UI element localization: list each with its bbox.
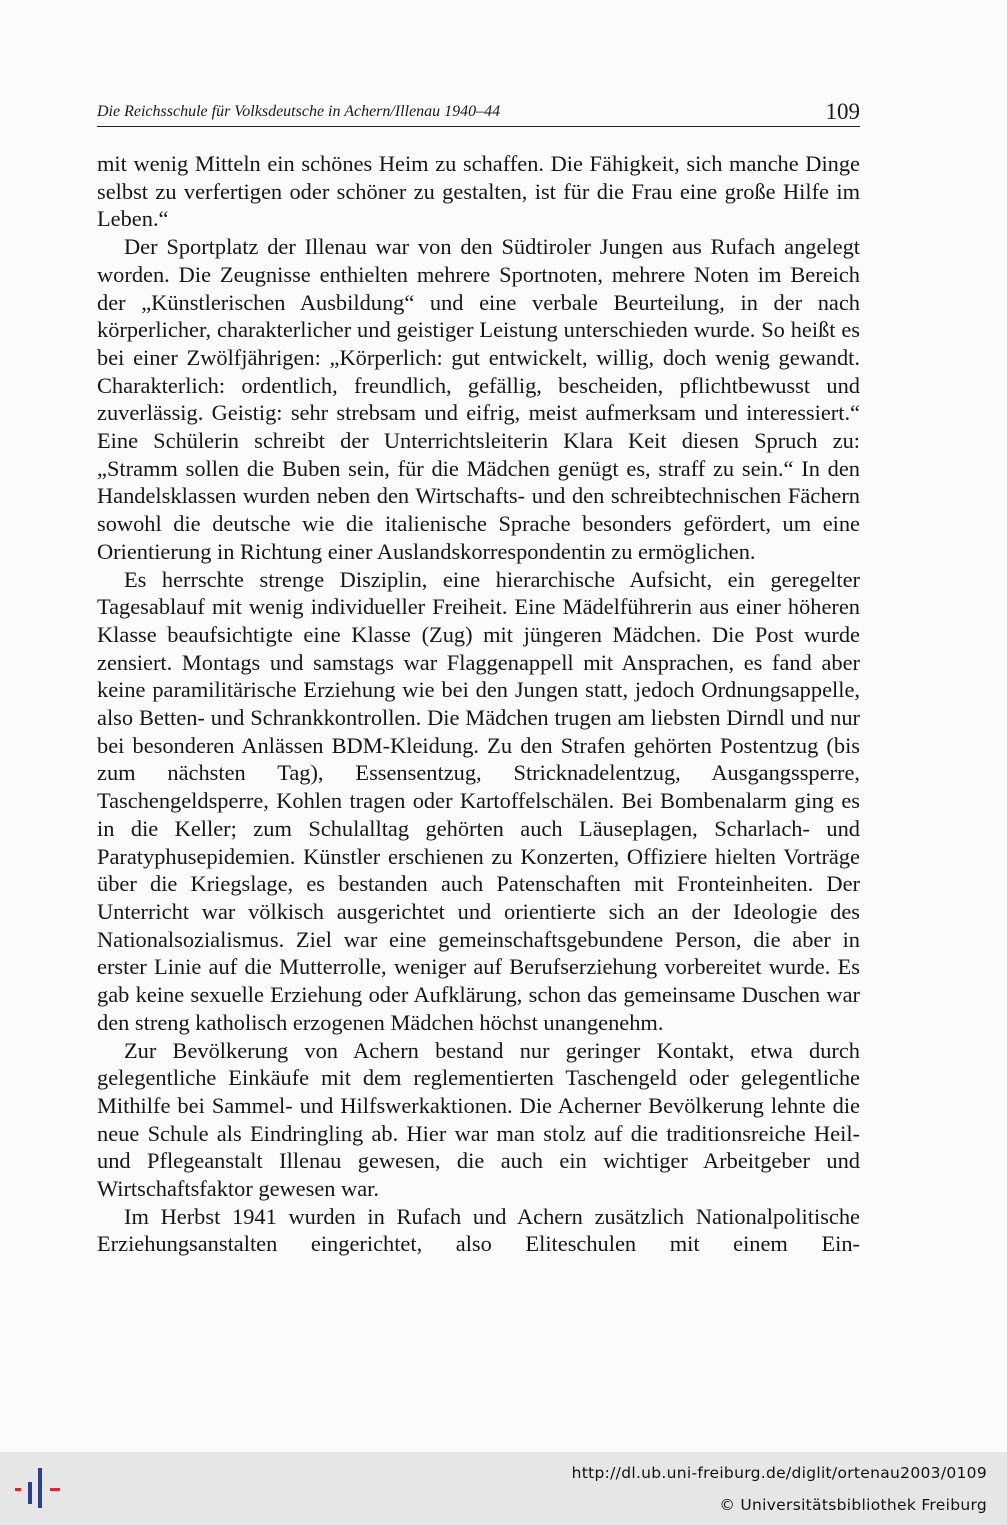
page-header <box>97 94 860 127</box>
ub-freiburg-logo-icon[interactable] <box>14 1466 64 1510</box>
page-number: 109 <box>825 99 860 124</box>
paragraph: Im Herbst 1941 wurden in Rufach und Achern zusätzlich Nationalpolitische Erziehungsanstalten eingerichtet, also Eliteschulen mit einem Ein- <box>97 1203 860 1257</box>
footer-copyright: © Universitätsbibliothek Freiburg <box>719 1496 987 1514</box>
footer-bar <box>0 1452 1007 1525</box>
footer-url-link[interactable]: http://dl.ub.uni-freiburg.de/diglit/ortenau2003/0109 <box>571 1464 987 1482</box>
paragraph: Der Sportplatz der Illenau war von den Südtiroler Jungen aus Rufach angelegt worden. Die Zeugnisse enthielten mehrere Sportnoten, mehrere Noten im Bereich der „Künstlerischen Ausbildung“ und eine verbale Beurteilung, in der nach körperlicher, charakterlicher und geistiger Leistung unterschieden wurde. So heißt es bei einer Zwölfjährigen: „Körperlich: gut entwickelt, willig, doch wenig gewandt. Charakterlich: ordentlich, freundlich, gefällig, bescheiden, pflichtbewusst und zuverlässig. Geistig: sehr strebsam und eifrig, meist aufmerksam und interessiert.“ Eine Schülerin schreibt der Unterrichtsleiterin Klara Keit diesen Spruch zu: „Stramm sollen die Buben sein, für die Mädchen genügt es, straff zu sein.“ In den Handelsklassen wurden neben den Wirtschafts- und den schreibtechnischen Fächern sowohl die deutsche wie die italienische Sprache besonders gefördert, um eine Orientierung in Richtung einer Auslandskorrespondentin zu ermöglichen. <box>97 234 860 564</box>
logo-bar-left <box>15 1488 21 1491</box>
paragraph: Es herrschte strenge Disziplin, eine hierarchische Aufsicht, ein geregelter Tagesablauf mit wenig individueller Freiheit. Eine Mädelführerin aus einer höheren Klasse beaufsichtigte eine Klasse (Zug) mit jüngeren Mädchen. Die Post wurde zensiert. Montags und samstags war Flaggenappell mit Ansprachen, es fand aber keine paramilitärische Erziehung wie bei den Jungen statt, jedoch Ordnungsappelle, also Betten- und Schrankkontrollen. Die Mädchen trugen am liebsten Dirndl und nur bei besonderen Anlässen BDM-Kleidung. Zu den Strafen gehörten Postentzug (bis zum nächsten Tag), Essensentzug, Stricknadelentzug, Ausgangssperre, Taschengeldsperre, Kohlen tragen oder Kartoffelschälen. Bei Bombenalarm ging es in die Keller; zum Schulalltag gehörten auch Läuseplagen, Scharlach- und Paratyphusepidemien. Künstler erschienen zu Konzerten, Offiziere hielten Vorträge über die Kriegslage, es bestanden auch Patenschaften mit Fronteinheiten. Der Unterricht war völkisch ausgerichtet und orientierte sich an der Ideologie des Nationalsozialismus. Ziel war eine gemeinschaftsgebundene Person, die aber in erster Linie auf die Mutterrolle, weniger auf Berufserziehung vorbereitet wurde. Es gab keine sexuelle Erziehung oder Aufklärung, schon das gemeinsame Duschen war den streng katholisch erzogenen Mädchen höchst unangenehm. <box>97 566 860 1035</box>
logo-bar-upper <box>28 1482 32 1504</box>
body-text <box>97 150 860 1258</box>
paragraph: mit wenig Mitteln ein schönes Heim zu schaffen. Die Fähigkeit, sich manche Dinge selbst zu verfertigen oder schöner zu gestalten, ist für die Frau eine große Hilfe im Leben.“ <box>97 151 860 232</box>
paragraph: Zur Bevölkerung von Achern bestand nur geringer Kontakt, etwa durch gelegentliche Einkäufe mit dem reglementierten Taschengeld oder gelegentliche Mithilfe bei Sammel- und Hilfswerkaktionen. Die Acherner Bevölkerung lehnte die neue Schule als Eindringling ab. Hier war man stolz auf die traditionsreiche Heil- und Pflegeanstalt Illenau gewesen, die auch ein wichtiger Arbeitgeber und Wirtschaftsfaktor gewesen war. <box>97 1037 860 1202</box>
running-title: Die Reichsschule für Volksdeutsche in Achern/Illenau 1940–44 <box>97 103 501 120</box>
logo-bar-right <box>50 1488 60 1491</box>
logo-bar-tall <box>38 1468 42 1508</box>
